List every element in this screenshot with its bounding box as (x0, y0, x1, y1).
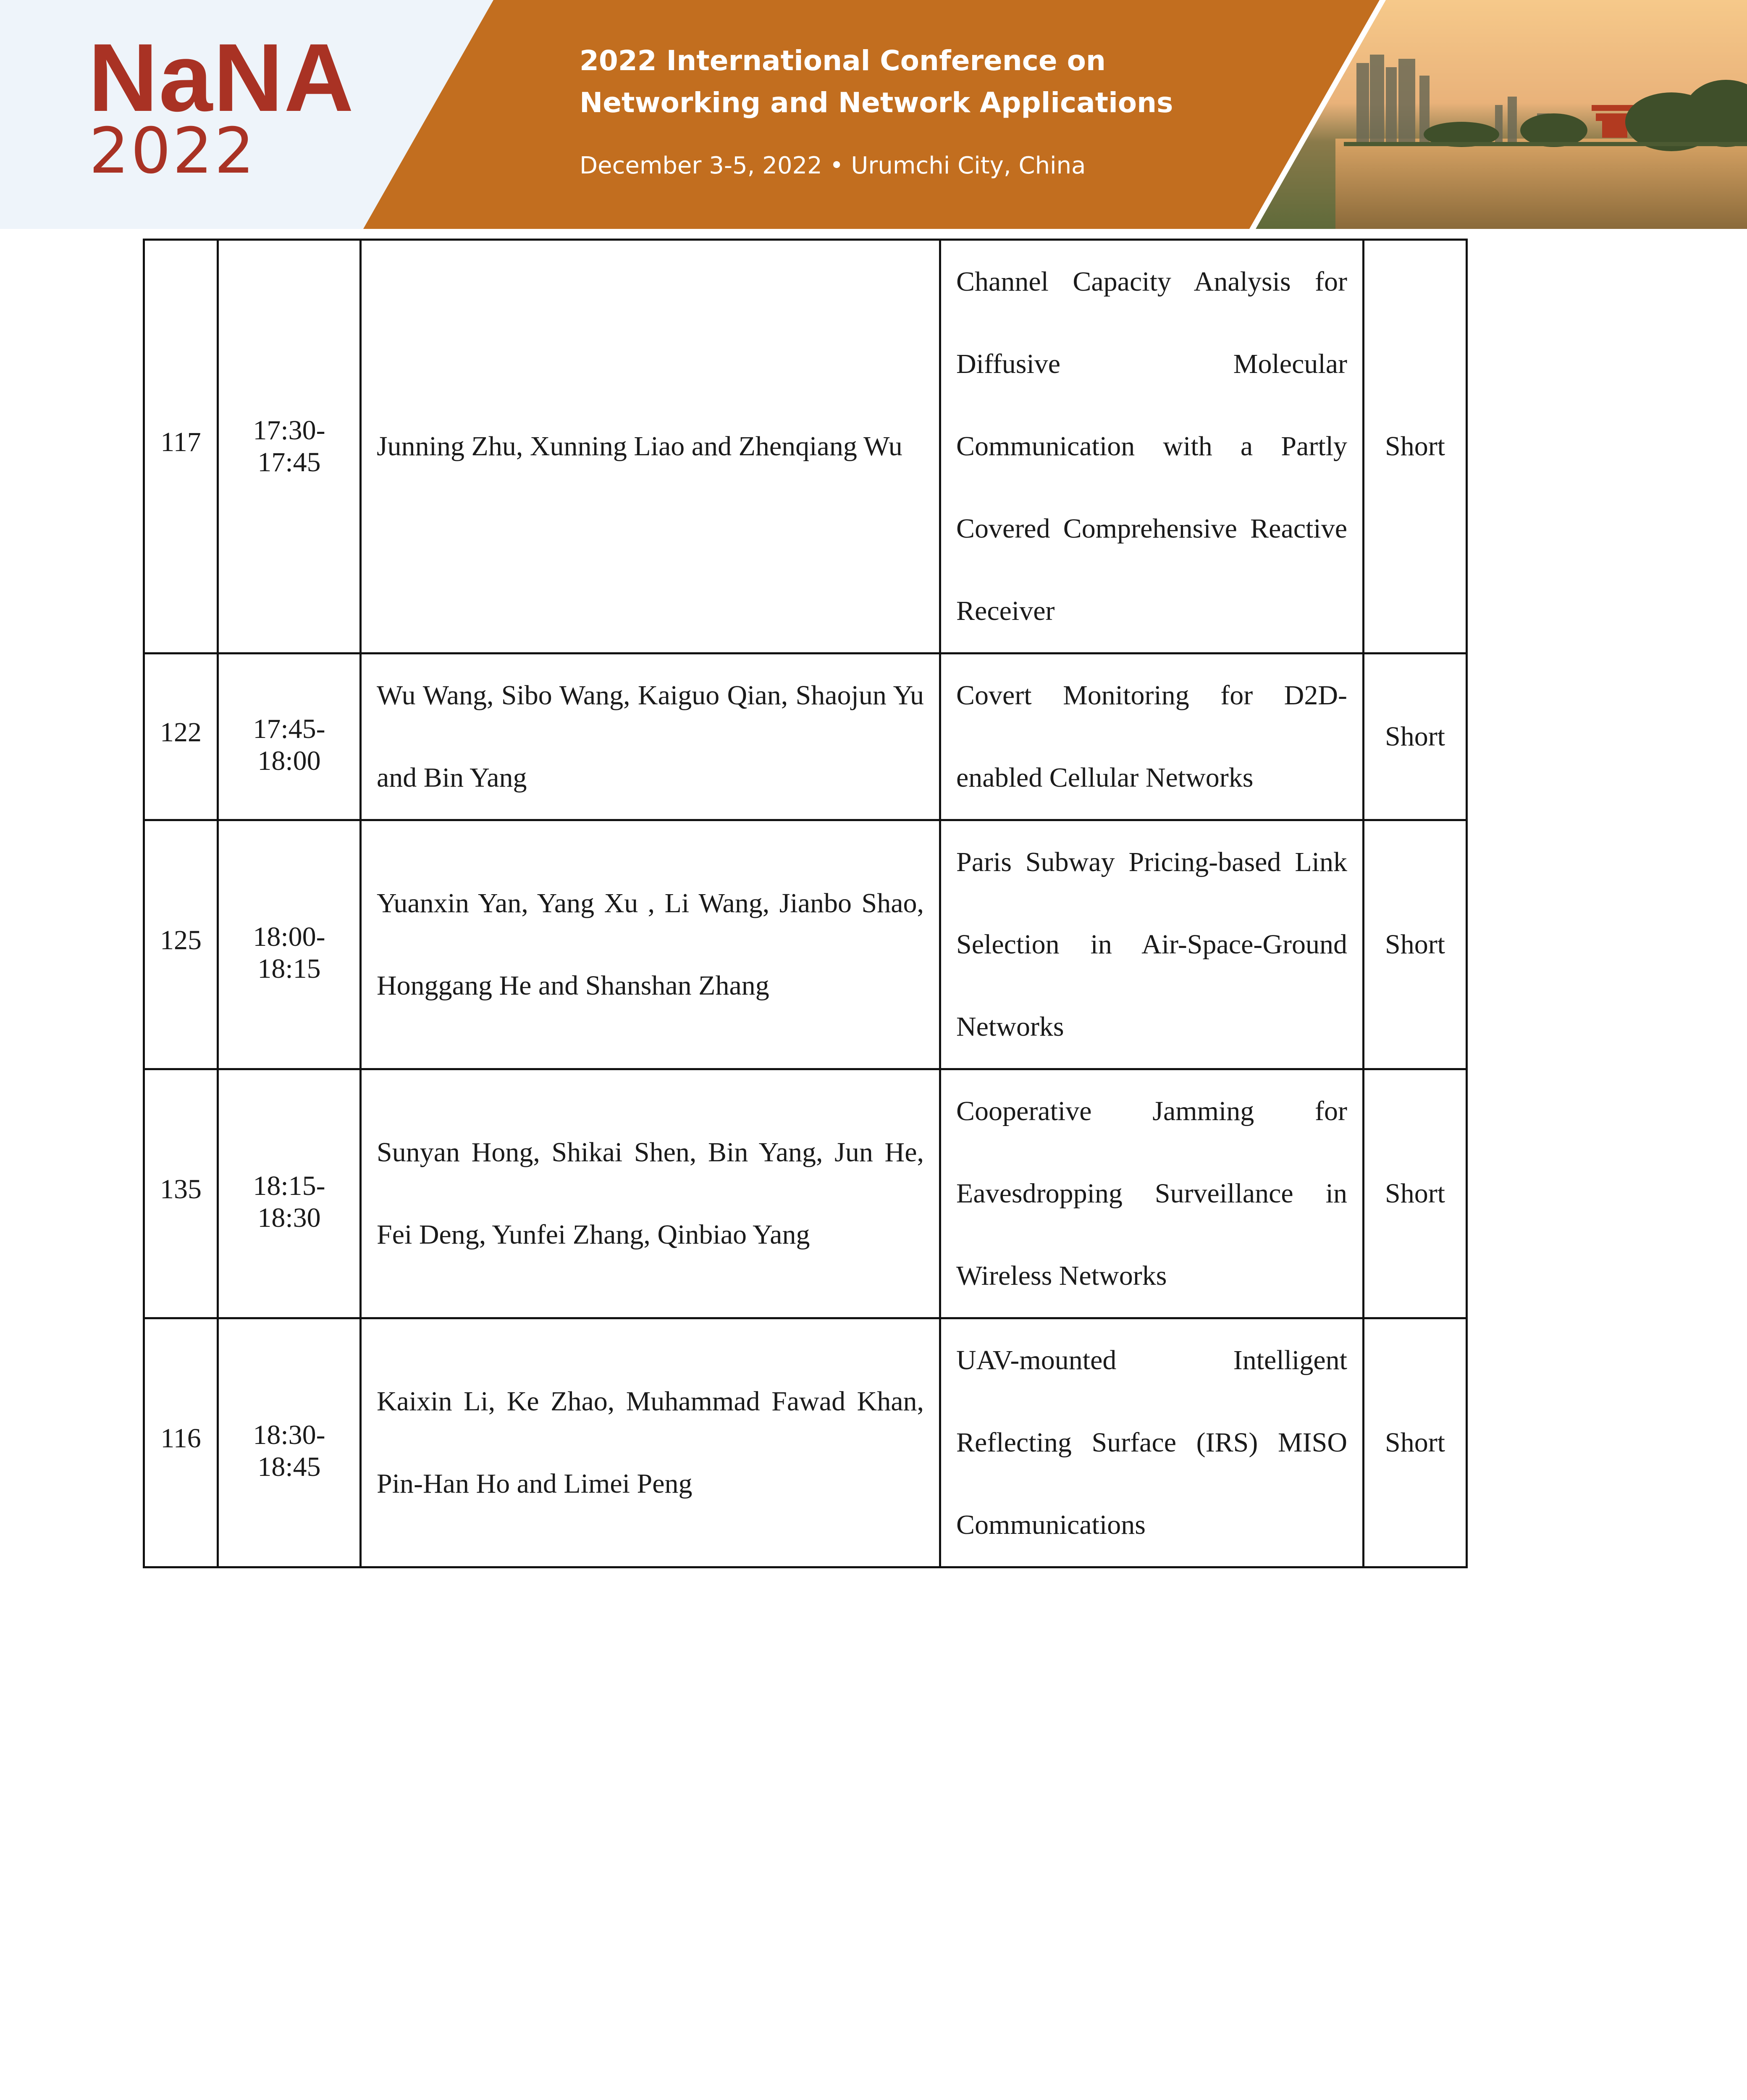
authors: Sunyan Hong, Shikai Shen, Bin Yang, Jun He, Fei Deng, Yunfei Zhang, Qinbiao Yang (377, 1137, 924, 1250)
authors: Yuanxin Yan, Yang Xu , Li Wang, Jianbo Shao, Honggang He and Shanshan Zhang (377, 888, 924, 1001)
paper-title: Paris Subway Pricing-based Link Selection in Air-Space-Ground Networks (956, 847, 1347, 1042)
type-cell (1364, 1069, 1467, 1318)
title-cell (940, 654, 1364, 820)
paper-id: 122 (160, 717, 202, 748)
paper-id-cell (144, 820, 218, 1069)
authors-cell (361, 820, 940, 1069)
time-slot: 18:30-18:45 (253, 1420, 325, 1482)
schedule-table (143, 239, 1468, 1568)
authors-cell (361, 654, 940, 820)
time-cell (218, 654, 361, 820)
conference-title-line1: 2022 International Conference on (580, 45, 1106, 77)
authors: Kaixin Li, Ke Zhao, Muhammad Fawad Khan, Pin-Han Ho and Limei Peng (377, 1386, 924, 1499)
conference-date-location: December 3-5, 2022 • Urumchi City, China (580, 152, 1086, 179)
paper-id: 135 (160, 1174, 202, 1205)
logo-year: 2022 (89, 115, 256, 188)
paper-id: 117 (160, 427, 201, 457)
table-row (144, 240, 1467, 654)
paper-id-cell (144, 654, 218, 820)
table-row (144, 1069, 1467, 1318)
conference-title-line2: Networking and Network Applications (580, 87, 1173, 119)
time-slot: 17:45-18:00 (253, 714, 325, 776)
paper-type: Short (1385, 721, 1445, 752)
paper-id-cell (144, 1069, 218, 1318)
authors: Junning Zhu, Xunning Liao and Zhenqiang Wu (377, 431, 902, 462)
authors-cell (361, 1318, 940, 1567)
paper-id: 125 (160, 925, 202, 956)
time-slot: 18:00-18:15 (253, 921, 325, 984)
title-cell (940, 820, 1364, 1069)
paper-title: Cooperative Jamming for Eavesdropping Surveillance in Wireless Networks (956, 1096, 1347, 1291)
paper-type: Short (1385, 1427, 1445, 1458)
time-slot: 17:30-17:45 (253, 415, 325, 478)
authors-cell (361, 240, 940, 654)
paper-id: 116 (160, 1423, 201, 1454)
paper-title: UAV-mounted Intelligent Reflecting Surface (IRS) MISO Communications (956, 1345, 1347, 1540)
page-header (0, 0, 1747, 229)
title-cell (940, 1318, 1364, 1567)
type-cell (1364, 240, 1467, 654)
title-cell (940, 1069, 1364, 1318)
conference-title (580, 40, 1293, 124)
table-row (144, 1318, 1467, 1567)
paper-id-cell (144, 240, 218, 654)
table-row (144, 820, 1467, 1069)
title-cell (940, 240, 1364, 654)
authors-cell (361, 1069, 940, 1318)
time-cell (218, 820, 361, 1069)
authors: Wu Wang, Sibo Wang, Kaiguo Qian, Shaojun Yu and Bin Yang (377, 680, 924, 793)
paper-type: Short (1385, 929, 1445, 960)
time-cell (218, 1069, 361, 1318)
paper-type: Short (1385, 431, 1445, 462)
paper-title: Channel Capacity Analysis for Diffusive Molecular Communication with a Partly Covered Comprehensive Reactive Receiver (956, 266, 1347, 626)
paper-title: Covert Monitoring for D2D-enabled Cellular Networks (956, 680, 1347, 793)
logo-name: NaNA (88, 24, 355, 131)
time-cell (218, 240, 361, 654)
type-cell (1364, 654, 1467, 820)
paper-type: Short (1385, 1178, 1445, 1209)
lake-reflection (1335, 139, 1747, 229)
time-cell (218, 1318, 361, 1567)
type-cell (1364, 1318, 1467, 1567)
type-cell (1364, 820, 1467, 1069)
paper-id-cell (144, 1318, 218, 1567)
time-slot: 18:15-18:30 (253, 1171, 325, 1233)
table-row (144, 654, 1467, 820)
